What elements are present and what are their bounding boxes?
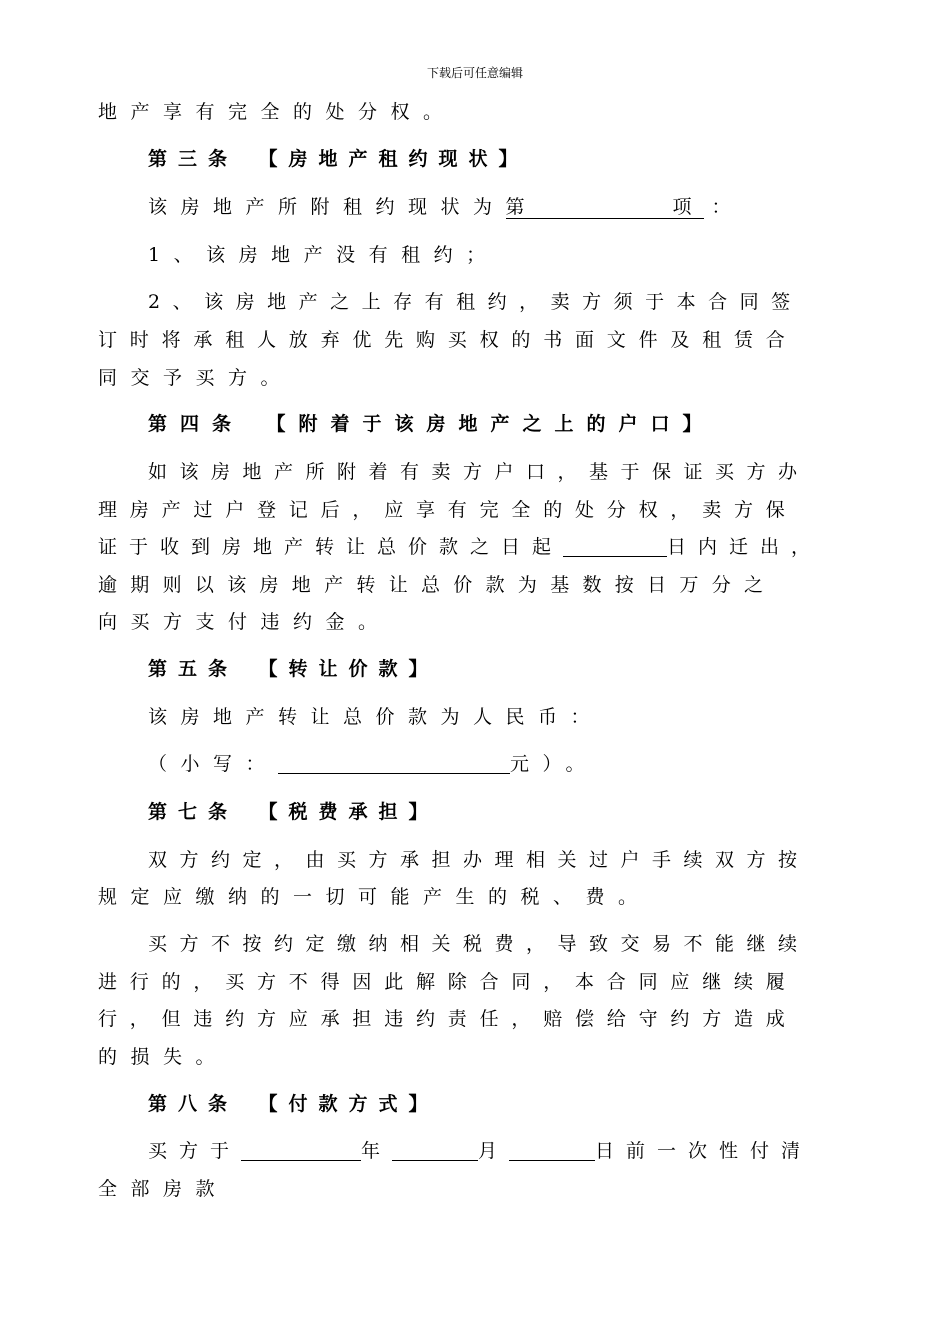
article-4-title: 第四条 【附着于该房地产之上的户口】: [148, 413, 715, 435]
blank-days-field: [563, 536, 667, 557]
text-line: 向买方支付违约金。: [98, 611, 391, 633]
article-5-title: 第五条 【转让价款】: [148, 658, 439, 680]
text-line: 如该房地产所附着有卖方户口，基于保证买方办: [148, 461, 810, 483]
article-3-title: 第三条 【房地产租约现状】: [148, 148, 529, 170]
text-segment: 月: [478, 1140, 510, 1162]
text-segment: 证于收到房地产转让总价款之日起: [98, 536, 564, 558]
text-line: 行，但违约方应承担违约责任，赔偿给守约方造成: [98, 1008, 798, 1030]
text-line: 地产享有完全的处分权。: [98, 101, 456, 123]
text-segment: （小写：: [148, 753, 279, 775]
text-line: [148, 750, 858, 778]
article-8-title: 第八条 【付款方式】: [148, 1093, 439, 1115]
text-segment: 买方于: [148, 1140, 242, 1162]
blank-day-field: [509, 1140, 595, 1161]
text-segment: 项: [672, 196, 692, 218]
text-line: 该房地产转让总价款为人民币：: [148, 706, 604, 728]
text-line: 买方不按约定缴纳相关税费，导致交易不能继续: [148, 933, 810, 955]
text-line: 双方约定，由买方承担办理相关过户手续双方按: [148, 849, 810, 871]
text-line: 的损失。: [98, 1046, 229, 1068]
text-line: [148, 1137, 858, 1165]
text-line: 规定应缴纳的一切可能产生的税、费。: [98, 886, 651, 908]
blank-amount-field: [278, 753, 510, 774]
text-line: 2、该房地产之上存有租约，卖方须于本合同签: [148, 291, 803, 313]
text-segment: 第: [505, 196, 525, 218]
text-line: [98, 533, 858, 561]
text-segment: ：: [711, 196, 745, 218]
text-segment: 日内迁出，: [667, 536, 823, 558]
text-line: 进行的，买方不得因此解除合同，本合同应继续履: [98, 971, 798, 993]
underlined-segment: [506, 196, 704, 219]
text-segment: 日前一次性付清: [595, 1140, 813, 1162]
page-header-note: 下载后可任意编辑: [426, 66, 523, 80]
text-line: [148, 193, 858, 221]
text-line: 1、该房地产没有租约；: [148, 244, 499, 266]
blank-year-field: [241, 1140, 361, 1161]
text-line: 订时将承租人放弃优先购买权的书面文件及租赁合: [98, 329, 798, 351]
article-7-title: 第七条 【税费承担】: [148, 801, 439, 823]
text-segment: 年: [361, 1140, 393, 1162]
blank-month-field: [392, 1140, 478, 1161]
text-segment: ）。: [542, 753, 599, 775]
text-line: 理房产过户登记后，应享有完全的处分权，卖方保: [98, 499, 798, 521]
text-segment: 元: [510, 753, 543, 775]
text-line: 全部房款: [98, 1178, 229, 1200]
text-line: 同交予买方。: [98, 367, 294, 389]
text-segment: 该房地产所附租约现状为: [148, 196, 506, 218]
text-line: 逾期则以该房地产转让总价款为基数按日万分之: [98, 574, 777, 596]
